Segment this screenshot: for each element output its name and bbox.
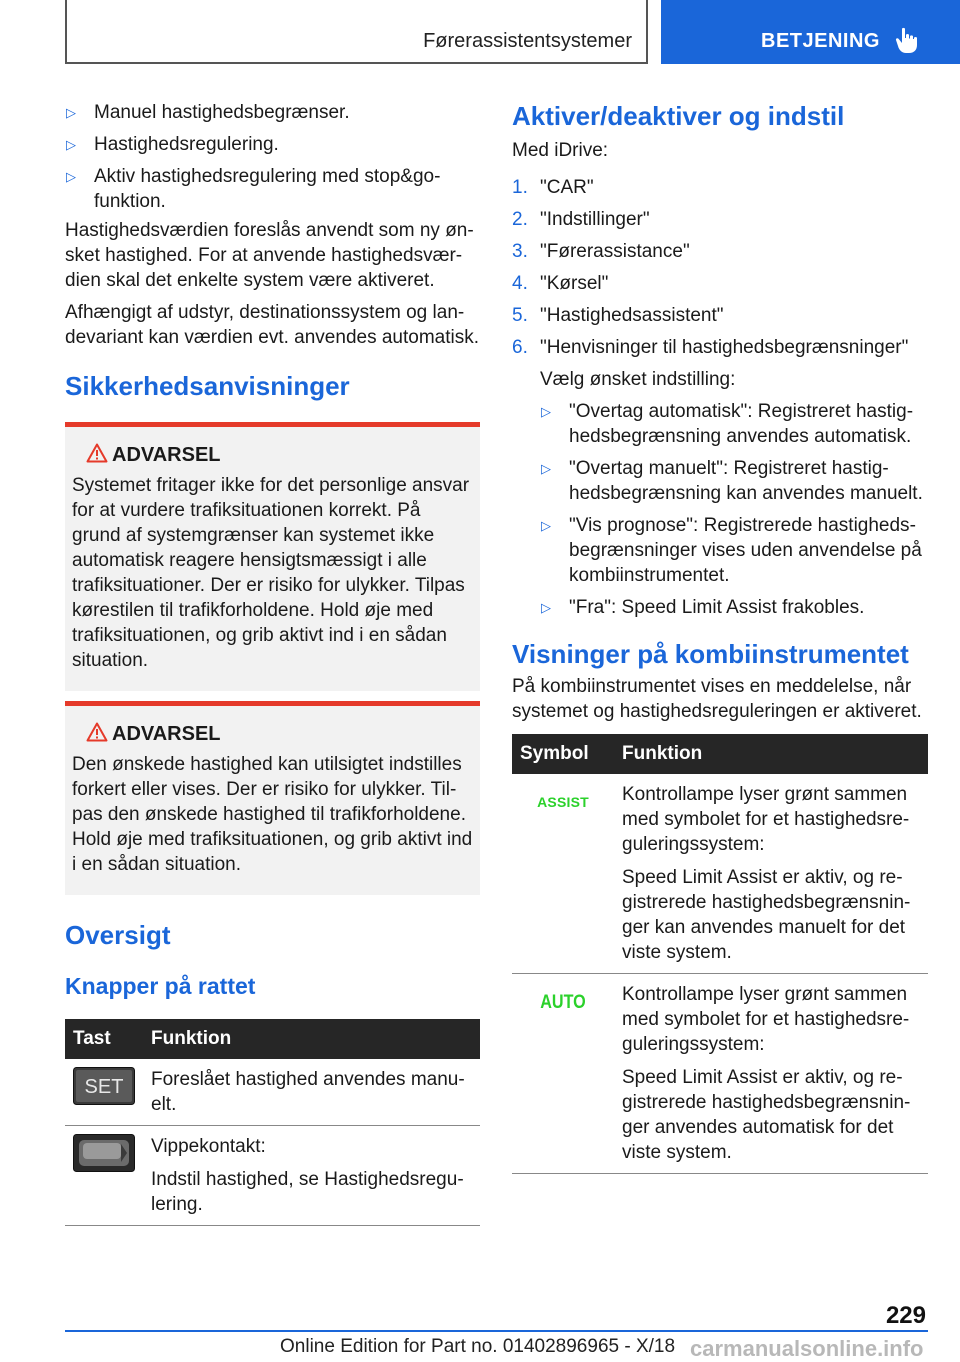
table-cell-text: Vippekontakt: Indstil hastighed, se Hastighedsregulering.: [143, 1126, 480, 1226]
table-cell-icon: [65, 1126, 143, 1226]
options-list: [540, 399, 928, 620]
list-item: ▷ "Fra": Speed Limit Assist frakobles.: [541, 597, 865, 618]
table-row: [512, 774, 928, 974]
auto-indicator-icon: AUTO: [540, 992, 586, 1013]
header-section-title: Førerassistentsystemer: [65, 0, 648, 64]
table-row: [65, 1126, 480, 1226]
hand-pointer-icon: [893, 26, 921, 54]
warning-text: Den ønskede hastighed kan utilsigtet indstilles forkert eller vises. Der er risiko for ulykker. Tilpas den ønskede hastighed til trafikforholdene. Hold øje med trafiksituationen, og grib aktivt ind i en sådan situation.: [72, 754, 473, 875]
buttons-heading: Knapper på rattet: [65, 973, 256, 999]
list-item: ▷ "Vis prognose": Registrerede hastighedsbegrænsninger vises uden anvendelse på kombiinstrumentet.: [541, 515, 922, 586]
steps-list: [512, 175, 928, 360]
safety-heading: Sikkerhedsanvisninger: [65, 371, 350, 401]
right-column: [512, 100, 928, 1174]
triangle-bullet-icon: ▷: [541, 404, 551, 419]
warning-title: ADVARSEL: [72, 720, 473, 748]
set-button-icon: [73, 1067, 135, 1105]
table-cell-icon: [65, 1059, 143, 1126]
display-heading: Visninger på kombiinstrumentet: [512, 639, 909, 669]
rocker-switch-icon: [73, 1134, 135, 1172]
buttons-table: [65, 1019, 480, 1226]
header-chapter: [661, 0, 960, 64]
svg-text:SET: SET: [84, 1076, 124, 1098]
warning-text: Systemet fritager ikke for det personlige ansvar for at vurdere trafiksituationen korrekt. På grund af systemgrænser kan systemet ikke automatisk reagere hensigtsmæssigt i alle trafiksituationer. Der er risiko for ulykker. Tilpas kørestilen til trafikforholdene. Hold øje med trafiksituationen, og grib aktivt ind i en sådan situation.: [72, 475, 470, 671]
table-cell-symbol: [512, 774, 614, 974]
table-cell-symbol: [512, 974, 614, 1174]
list-item: 3. "Førerassistance": [512, 241, 690, 262]
watermark: carmanualsonline.info: [690, 1336, 924, 1361]
footer-edition: Online Edition for Part no. 01402896965 - X/18: [280, 1336, 676, 1357]
intro-bullet-list: [65, 100, 480, 214]
table-cell-text: Foreslået hastighed anvendes manuelt.: [143, 1059, 480, 1126]
warning-box: [65, 422, 480, 691]
table-cell-text: Kontrollampe lyser grønt sammen med symbolet for et hastighedsreguleringssystem: Speed Limit Assist er aktiv, og registrerede hastighedsbegrænsninger anvendes automatisk for det viste system.: [614, 974, 928, 1174]
list-item: 4. "Kørsel": [512, 273, 609, 294]
table-header: Tast: [65, 1019, 143, 1059]
warning-triangle-icon: [86, 443, 108, 463]
list-item: ▷ Hastighedsregulering.: [66, 134, 279, 155]
assist-indicator-icon: ASSIST: [537, 794, 589, 810]
list-item: 6. "Henvisninger til hastighedsbegrænsninger": [512, 337, 909, 358]
warning-title: ADVARSEL: [72, 441, 473, 469]
triangle-bullet-icon: ▷: [66, 169, 76, 184]
table-row: [512, 974, 928, 1174]
header-chapter-label: BETJENING: [761, 30, 880, 52]
paragraph: Afhængigt af udstyr, destinationssystem og landevariant kan værdien evt. anvendes automatisk.: [65, 302, 480, 348]
paragraph: På kombiinstrumentet vises en meddelelse, når systemet og hastighedsreguleringen er aktiveret.: [512, 676, 922, 722]
list-item: ▷ "Overtag automatisk": Registreret hastighedsbegrænsning anvendes automatisk.: [541, 401, 914, 447]
footer-divider: [65, 1330, 928, 1332]
table-row: [65, 1059, 480, 1126]
warning-box: [65, 701, 480, 895]
paragraph: Vælg ønsket indstilling:: [540, 369, 736, 390]
list-item: ▷ Manuel hastighedsbegrænser.: [66, 102, 350, 123]
table-header-row: [65, 1019, 480, 1059]
page-number: 229: [885, 1302, 926, 1329]
list-item: 5. "Hastighedsassistent": [512, 305, 724, 326]
paragraph: Med iDrive:: [512, 140, 609, 161]
activate-heading: Aktiver/deaktiver og indstil: [512, 101, 845, 131]
triangle-bullet-icon: ▷: [541, 461, 551, 476]
symbols-table: [512, 734, 928, 1174]
list-item: 1. "CAR": [512, 177, 594, 198]
table-header: Symbol: [512, 734, 614, 774]
paragraph: Hastighedsværdien foreslås anvendt som ny ønsket hastighed. For at anvende hastighedsværdien skal det enkelte system være aktiveret.: [65, 220, 474, 291]
list-item: ▷ "Overtag manuelt": Registreret hastighedsbegrænsning kan anvendes manuelt.: [541, 458, 923, 504]
overview-heading: Oversigt: [65, 920, 171, 950]
triangle-bullet-icon: ▷: [66, 137, 76, 152]
table-cell-text: Kontrollampe lyser grønt sammen med symbolet for et hastighedsreguleringssystem: Speed Limit Assist er aktiv, og registrerede hastighedsbegrænsninger kan anvendes manuelt for det viste system.: [614, 774, 928, 974]
triangle-bullet-icon: ▷: [541, 518, 551, 533]
warning-triangle-icon: [86, 722, 108, 742]
left-column: [65, 100, 480, 1226]
triangle-bullet-icon: ▷: [66, 105, 76, 120]
table-header: Funktion: [143, 1019, 480, 1059]
list-item: 2. "Indstillinger": [512, 209, 650, 230]
triangle-bullet-icon: ▷: [541, 600, 551, 615]
list-item: ▷ Aktiv hastighedsregulering med stop&go-funktion.: [66, 166, 441, 212]
table-header-row: [512, 734, 928, 774]
table-header: Funktion: [614, 734, 928, 774]
